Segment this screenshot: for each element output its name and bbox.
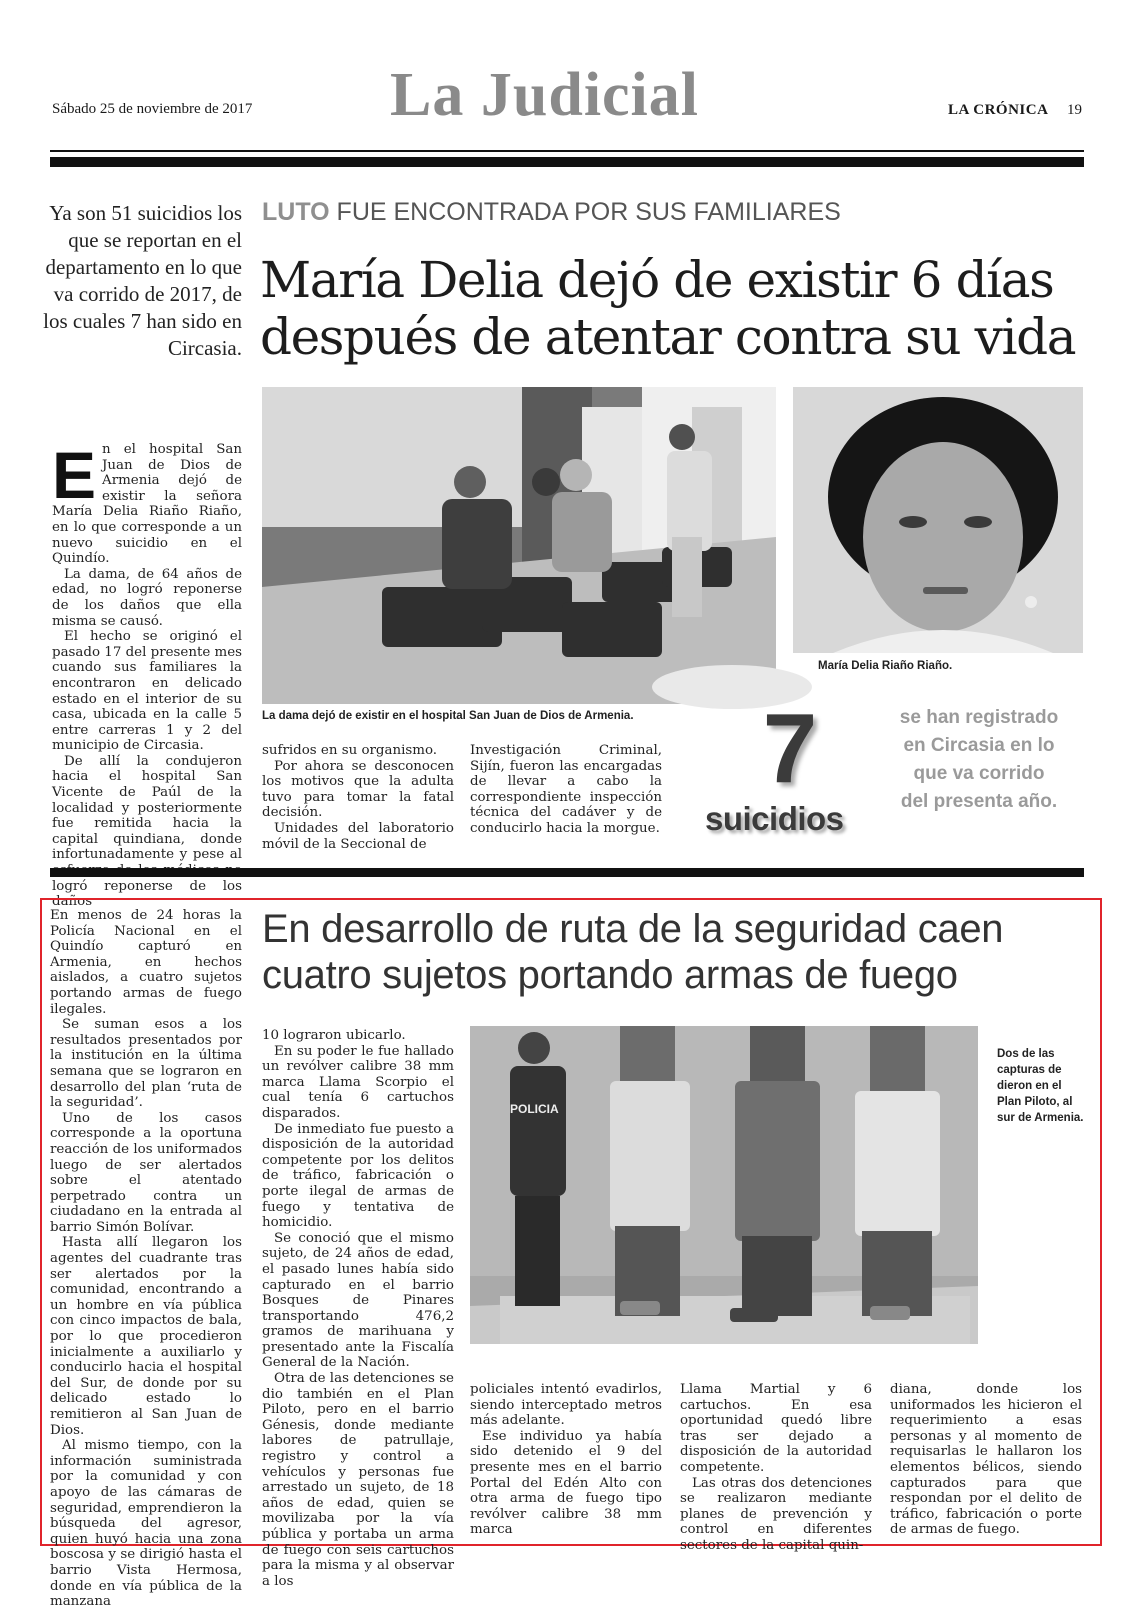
story1-column-3 [470, 743, 662, 837]
paragraph: sufridos en su organismo. [262, 743, 438, 758]
story2-column-1 [50, 908, 242, 1610]
portrait-caption: María Delia Riaño Riaño. [818, 660, 953, 672]
kicker-tag: LUTO [262, 198, 330, 226]
paragraph: El hecho se originó el pasado 17 del presente mes cuando sus familiares la encontraron en delicado estado en el interior de su casa, ubicada en la calle 5 entre carreras 1 y 2 del municipio de Circasia. [52, 629, 243, 754]
portrait-photo [793, 387, 1083, 653]
kicker-text: FUE ENCONTRADA POR SUS FAMILIARES [336, 198, 841, 226]
masthead-rule-thick [50, 157, 1084, 167]
paragraph: De allí la condujeron hacia el hospital San Vicente de Paúl de la localidad y posteriormente fue remitida hacia la capital quindiana, donde infortunadamente y pese al logró reponerse de los daños [52, 753, 242, 910]
paragraph: Hasta allí llegaron los agentes del cuadrante tras ser alertados por la comunidad, encontrando a un hombre en vía pública con cinco impactos de bala, por lo que procedieron inicialmente a auxiliarlo y conducirlo hacia el hospital del Sur, de donde por su delicado estado lo remitieron al San Juan de Dios. [50, 1235, 242, 1438]
story2-column-3 [470, 1382, 662, 1538]
paragraph: diana, donde los uniformados les hicieron el requerimiento a esas personas y al momento de requisarlas le hallaron los elementos bélicos, siendo capturados para que respondan por el delito de tráfico, fabricación o porte de armas de fuego. [890, 1382, 1082, 1538]
issue-date: Sábado 25 de noviembre de 2017 [52, 101, 253, 117]
paragraph: Al mismo tiempo, con la información suministrada por la comunidad y con apoyo de las cámaras de seguridad, emprendieron la búsqueda del agresor, quien huyó hacia una zona boscosa y se dirigió hasta el barrio Vista Hermosa, donde en vía pública de la manzana [50, 1438, 242, 1610]
section-divider-rule [50, 868, 1084, 877]
story1-column-1 [52, 438, 243, 910]
portrait-illustration [793, 387, 1083, 653]
stat-side-text: se han registrado en Circasia en lo que va corrido del presenta año. [899, 707, 1059, 812]
paragraph: Otra de las detenciones se dio también en el Plan Piloto, pero en el barrio Génesis, donde mediante labores de patrullaje, registro y control a vehículos y personas fue arrestado un sujeto, de 18 años de edad, quien se movilizaba por la vía pública y portaba un arma de fuego con seis cartuchos para la misma y al observar a los [262, 1371, 454, 1589]
paragraph: En menos de 24 horas la Policía Nacional en el Quindío capturó en Armenia, en hechos aislados, a cuatro sujetos portando armas de fuego ilegales. [50, 908, 242, 1017]
stat-number: 7 [762, 693, 818, 803]
story2-column-4 [680, 1382, 872, 1554]
hospital-scene-illustration [262, 387, 776, 704]
paragraph: Se suman esos a los resultados presentados por la institución en la última semana que se lograron en desarrollo del plan ‘ruta de la seguridad’. [50, 1017, 242, 1111]
paragraph: Ese individuo ya había sido detenido el 9 del presente mes en el barrio Portal del Edén Alto con otra arma de fuego tipo revólver calibre 38 mm marca [470, 1428, 662, 1538]
arrest-scene-illustration [470, 1026, 978, 1344]
paragraph: Uno de los casos corresponde a la oportuna reacción de los uniformados luego de ser alertados sobre el atentado perpetrado contra un ciudadano en la entrada al barrio Simón Bolívar. [50, 1110, 242, 1235]
paragraph: Llama Martial y 6 cartuchos. En esa oportunidad quedó libre tras ser dejado a disposición de la autoridad competente. [680, 1382, 872, 1475]
paragraph: Por ahora se desconocen los motivos que la adulta tuvo para tomar la fatal decisión. [262, 758, 454, 821]
arrest-photo [470, 1026, 978, 1344]
paragraph: n el hospital San Juan de Dios de Armenia dejó de existir la señora María Delia Riaño Riaño, en lo que corresponde a un nuevo suicidio en el Quindío. [52, 442, 242, 567]
paragraph: Investigación Criminal, Sijín, fueron las encargadas de llevar a cabo la correspondiente inspección técnica del cadáver y de conducirlo hacia la morgue. [470, 743, 662, 836]
newspaper-name: LA CRÓNICA [948, 102, 1049, 118]
page-number: 19 [1067, 102, 1082, 118]
pull-quote: Ya son 51 suicidios los que se reportan en el departamento en lo que va corrido de 2017, de los cuales 7 han sido en Circasia. [43, 201, 242, 360]
vest-label: POLICIA [510, 1102, 559, 1116]
story2-column-2 [262, 1028, 454, 1589]
hospital-photo-caption: La dama dejó de existir en el hospital San Juan de Dios de Armenia. [262, 710, 634, 722]
paragraph: 10 lograron ubicarlo. [262, 1028, 406, 1043]
story1-kicker [262, 198, 841, 227]
paragraph: Se conoció que el mismo sujeto, de 24 años de edad, el pasado lunes había sido capturado en el barrio Bosques de Pinares transportando 476,2 gramos de marihuana y presentado ante la Fiscalía General de la Nación. [262, 1230, 454, 1371]
story2-headline: En desarrollo de ruta de la seguridad caen cuatro sujetos portando armas de fuego [262, 907, 1004, 997]
paragraph: De inmediato fue puesto a disposición de la autoridad competente por los delitos de tráfico, fabricación o porte ilegal de armas de fuego y tentativa de homicidio. [262, 1121, 454, 1231]
story1-headline: María Delia dejó de existir 6 días después de atentar contra su vida [260, 251, 1076, 366]
hospital-photo [262, 387, 776, 704]
masthead-rule-thin [50, 150, 1084, 152]
drop-cap: E [52, 438, 97, 512]
stat-label: suicidios [705, 800, 844, 837]
arrest-photo-caption: Dos de las capturas de dieron en el Plan Piloto, al sur de Armenia. [997, 1048, 1084, 1124]
paragraph: La dama, de 64 años de edad, no logró reponerse de los daños que ella misma se causó. [52, 566, 242, 629]
section-title: La Judicial [390, 61, 700, 129]
story2-column-5 [890, 1382, 1082, 1538]
paragraph: En su poder le fue hallado un revólver calibre 38 mm marca Llama Scorpio el cual tenía 6 cartuchos disparados. [262, 1043, 454, 1121]
paragraph: policiales intentó evadirlos, siendo interceptado metros más adelante. [470, 1382, 662, 1429]
paragraph: Las otras dos detenciones se realizaron mediante planes de prevención y control en diferentes sectores de la capital quin- [680, 1475, 872, 1553]
story1-column-2 [262, 743, 454, 852]
paragraph: Unidades del laboratorio móvil de la Seccional de [262, 820, 454, 852]
